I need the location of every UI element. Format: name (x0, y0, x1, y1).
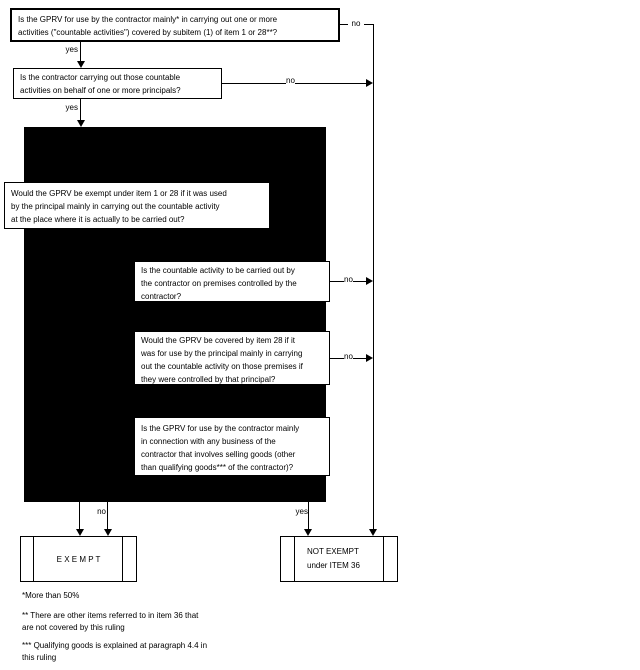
q1-line-1: Is the GPRV for use by the contractor mainly* in carrying out one or more (18, 15, 278, 24)
footnote-1-line-1: *More than 50% (22, 591, 80, 600)
exempt-box (20, 536, 137, 582)
footnote-2-line-2: are not covered by this ruling (22, 623, 125, 632)
not-exempt-line-2: under ITEM 36 (307, 561, 360, 570)
q4-line-2: the contractor on premises controlled by the (141, 279, 297, 288)
q6-line-1: Is the GPRV for use by the contractor mainly (141, 424, 300, 433)
not-exempt-box (280, 536, 398, 582)
exempt-box-right-bar (122, 536, 123, 582)
q6-line-2: in connection with any business of the (141, 437, 276, 446)
question-box-q1 (10, 8, 340, 42)
q5-line-1: Would the GPRV be covered by item 28 if it (141, 336, 296, 345)
footnote-3-line-2: this ruling (22, 653, 57, 662)
not-exempt-box-right-bar (383, 536, 384, 582)
footnote-2-line-1: ** There are other items referred to in item 36 that (22, 611, 199, 620)
label-q5-no: no (344, 352, 353, 361)
q1-line-2: activities ("countable activities") covered by subitem (1) of item 1 or 28**? (18, 28, 278, 37)
q5-line-4: they were controlled by that principal? (141, 375, 276, 384)
label-q1-no: no (348, 19, 364, 28)
question-box-q5 (134, 331, 330, 385)
question-box-q2 (13, 68, 222, 99)
footnote-3 (22, 640, 207, 664)
q6-line-4: than qualifying goods*** of the contractor)? (141, 463, 294, 472)
footnote-2 (22, 610, 198, 634)
q4-line-1: Is the countable activity to be carried out by (141, 266, 295, 275)
arrowhead-down-icon (77, 120, 85, 127)
connector-q1-q2-line (80, 42, 81, 62)
connector-notexempt-line-1 (308, 502, 309, 529)
q6-line-3: contractor that involves selling goods (other (141, 450, 296, 459)
main-no-line (373, 24, 374, 529)
arrowhead-right-icon (366, 354, 373, 362)
footnote-1 (22, 590, 79, 602)
connector-exempt-line-1 (79, 502, 80, 529)
label-q4-no: no (344, 275, 353, 284)
q3-line-3: at the place where it is actually to be carried out? (11, 215, 185, 224)
q2-line-2: activities on behalf of one or more principals? (20, 86, 181, 95)
label-q1-yes: yes (56, 45, 78, 54)
footnote-3-line-1: *** Qualifying goods is explained at paragraph 4.4 in (22, 641, 208, 650)
q4-line-3: contractor? (141, 292, 182, 301)
arrowhead-right-icon (366, 277, 373, 285)
connector-exempt-line-2 (107, 502, 108, 529)
label-q2-no: no (286, 76, 295, 85)
exempt-box-left-bar (33, 536, 34, 582)
arrowhead-right-icon (366, 79, 373, 87)
q5-line-2: was for use by the principal mainly in carrying (141, 349, 303, 358)
q2-line-1: Is the contractor carrying out those countable (20, 73, 181, 82)
q3-line-1: Would the GPRV be exempt under item 1 or 28 if it was used (11, 189, 227, 198)
question-box-q4 (134, 261, 330, 302)
q5-line-3: out the countable activity on those premises if (141, 362, 303, 371)
not-exempt-line-1: NOT EXEMPT (307, 547, 359, 556)
label-exempt-no: no (90, 507, 106, 516)
arrowhead-down-icon (104, 529, 112, 536)
arrowhead-down-icon (369, 529, 377, 536)
arrowhead-down-icon (77, 61, 85, 68)
not-exempt-box-left-bar (294, 536, 295, 582)
label-q2-yes: yes (56, 103, 78, 112)
label-notexempt-yes: yes (290, 507, 308, 516)
arrowhead-down-icon (76, 529, 84, 536)
exempt-label: E X E M P T (56, 554, 101, 564)
question-box-q6 (134, 417, 330, 476)
arrowhead-down-icon (304, 529, 312, 536)
q3-line-2: by the principal mainly in carrying out the countable activity (11, 202, 220, 211)
question-box-q3 (4, 182, 270, 229)
connector-q2-down-line (80, 99, 81, 120)
